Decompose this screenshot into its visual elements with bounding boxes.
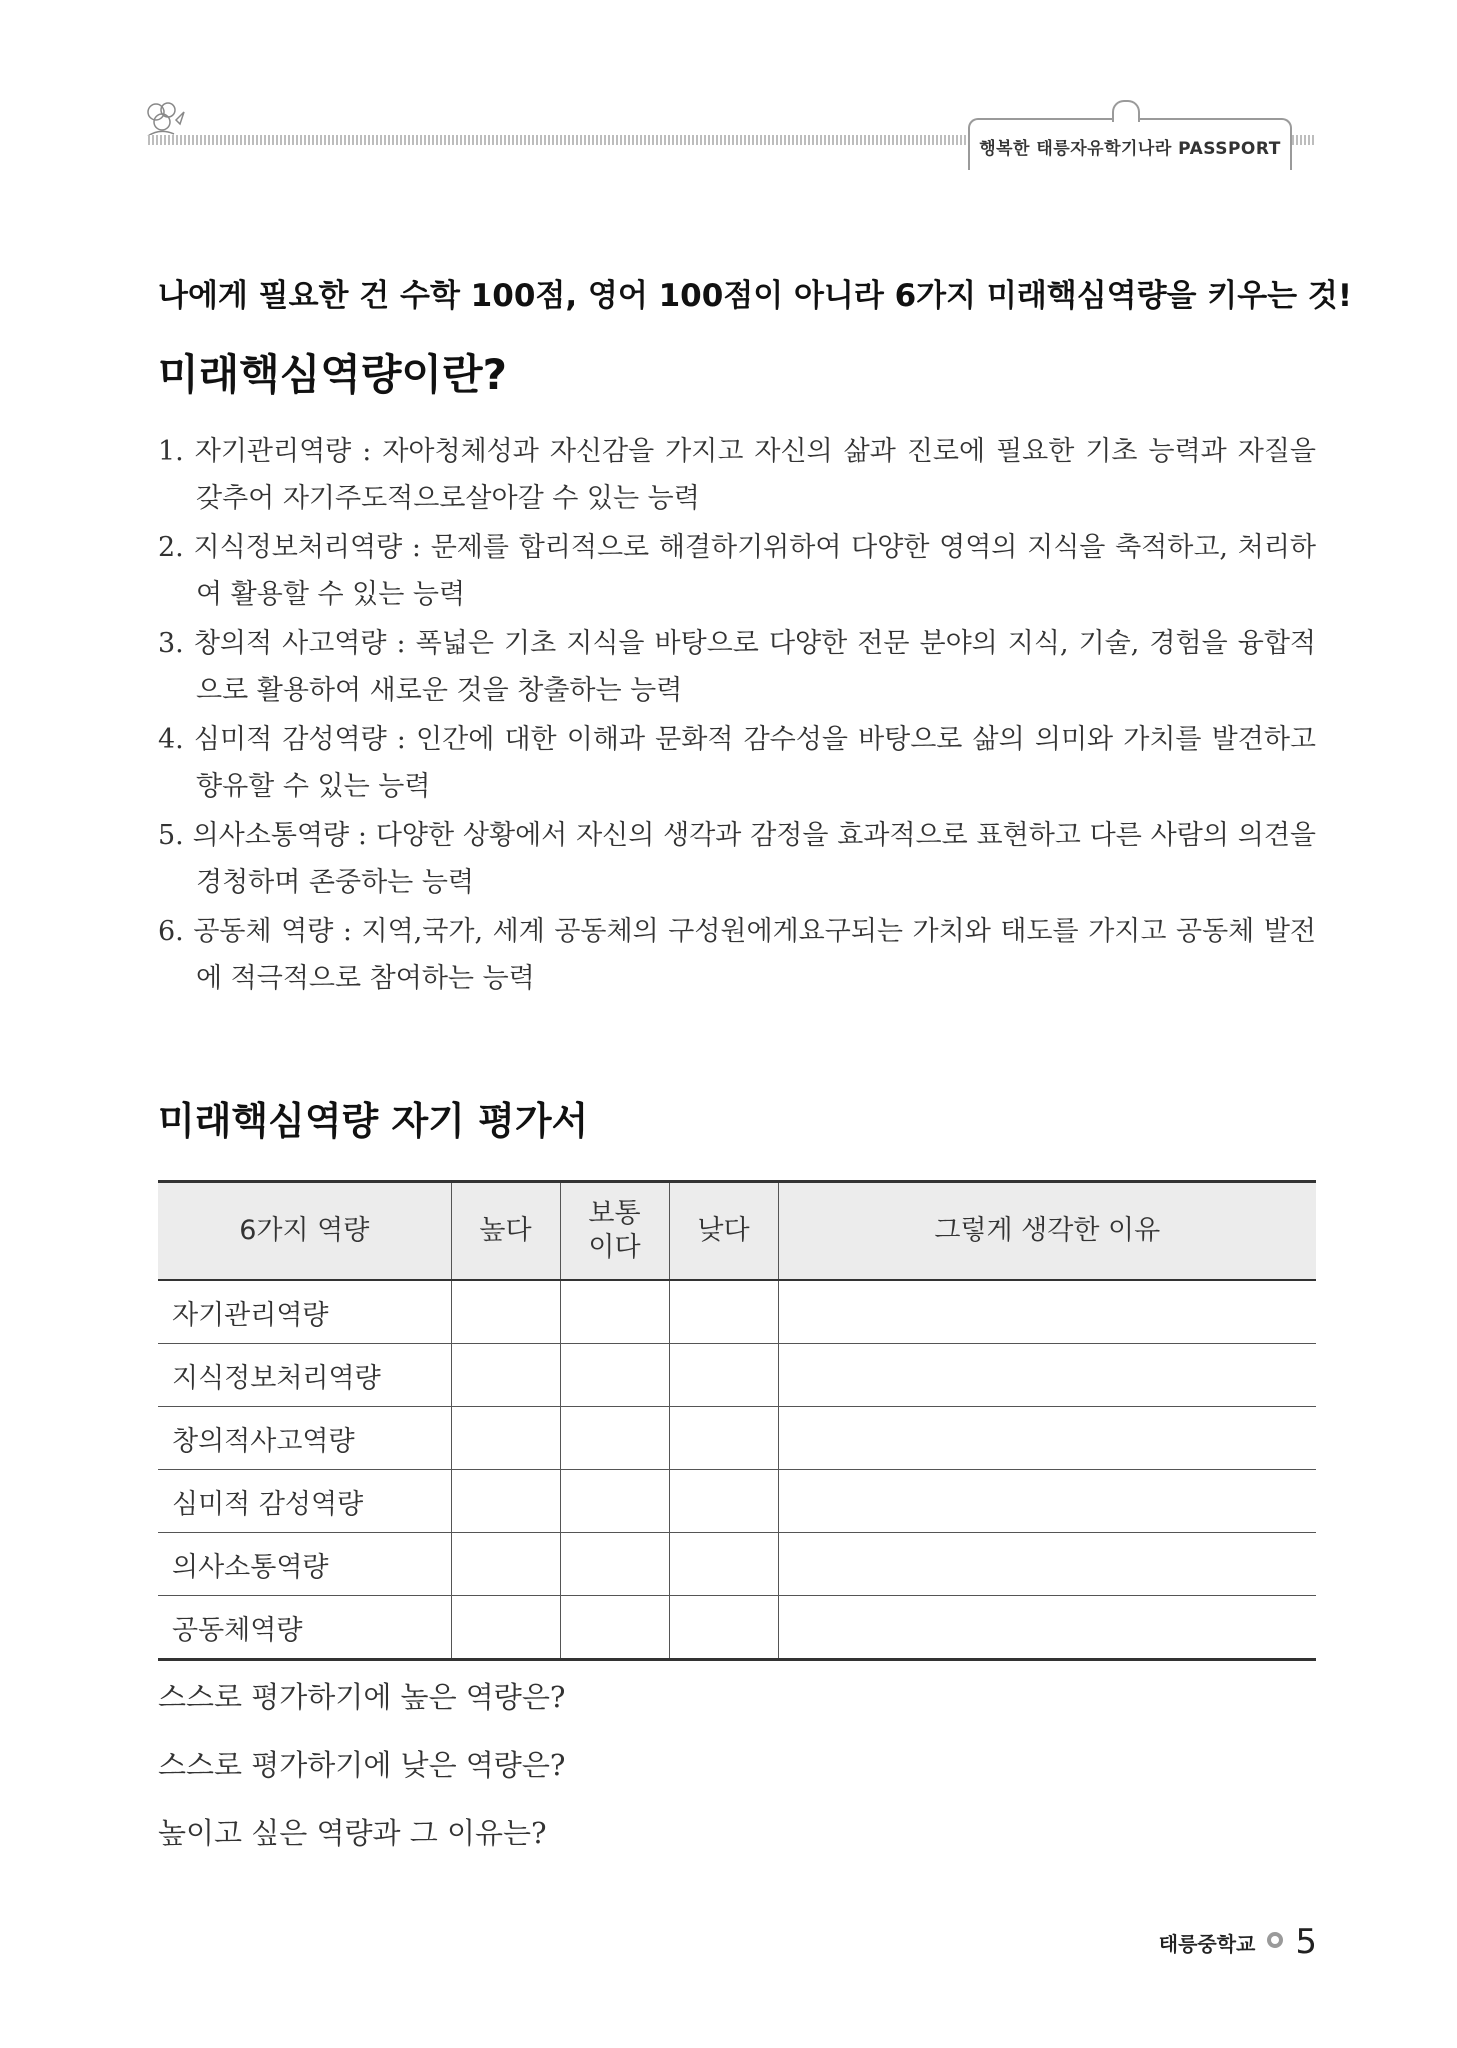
passport-title: 행복한 태릉자유학기나라 PASSPORT bbox=[979, 139, 1281, 159]
rating-high-cell[interactable] bbox=[451, 1596, 560, 1660]
question-low-competency: 스스로 평가하기에 낮은 역량은? bbox=[158, 1748, 566, 1782]
competency-definition-item: 3. 창의적 사고역량 : 폭넓은 기초 지식을 바탕으로 다양한 전문 분야의 지식, 기술, 경험을 융합적으로 활용하여 새로운 것을 창출하는 능력 bbox=[158, 628, 1316, 706]
column-header-reason: 그렇게 생각한 이유 bbox=[778, 1182, 1316, 1281]
rating-low-cell[interactable] bbox=[669, 1407, 778, 1470]
question-high-competency: 스스로 평가하기에 높은 역량은? bbox=[158, 1680, 566, 1714]
competency-definition-item: 6. 공동체 역량 : 지역,국가, 세계 공동체의 구성원에게요구되는 가치와 태도를 가지고 공동체 발전에 적극적으로 참여하는 능력 bbox=[158, 916, 1316, 994]
competency-definition-item: 1. 자기관리역량 : 자아청체성과 자신감을 가지고 자신의 삶과 진로에 필요한 기초 능력과 자질을 갖추어 자기주도적으로살아갈 수 있는 능력 bbox=[158, 436, 1316, 514]
motto-heading: 나에게 필요한 건 수학 100점, 영어 100점이 아니라 6가지 미래핵심역량을 키우는 것! bbox=[158, 278, 1352, 314]
competency-definition-list bbox=[158, 428, 1316, 1004]
rating-medium-cell[interactable] bbox=[560, 1280, 669, 1344]
competency-name-cell: 지식정보처리역량 bbox=[158, 1344, 451, 1407]
section-title-what-is: 미래핵심역량이란? bbox=[158, 350, 507, 399]
table-header-row bbox=[158, 1182, 1316, 1281]
reason-cell[interactable] bbox=[778, 1596, 1316, 1660]
competency-definition-item: 5. 의사소통역량 : 다양한 상황에서 자신의 생각과 감정을 효과적으로 표현하고 다른 사람의 의견을 경청하며 존중하는 능력 bbox=[158, 820, 1316, 898]
column-header-medium-label: 보통이다 bbox=[588, 1198, 641, 1263]
table-row bbox=[158, 1344, 1316, 1407]
competency-name-cell: 창의적사고역량 bbox=[158, 1407, 451, 1470]
footer-school-name: 태릉중학교 bbox=[1158, 1931, 1256, 1956]
competency-name-cell: 자기관리역량 bbox=[158, 1280, 451, 1344]
competency-definition-item: 2. 지식정보처리역량 : 문제를 합리적으로 해결하기위하여 다양한 영역의 지식을 축적하고, 처리하여 활용할 수 있는 능력 bbox=[158, 532, 1316, 610]
table-row bbox=[158, 1596, 1316, 1660]
section-title-self-evaluation: 미래핵심역량 자기 평가서 bbox=[158, 1099, 589, 1143]
column-header-high: 높다 bbox=[451, 1182, 560, 1281]
rating-low-cell[interactable] bbox=[669, 1280, 778, 1344]
reason-cell[interactable] bbox=[778, 1407, 1316, 1470]
page-number: 5 bbox=[1295, 1922, 1317, 1962]
rating-high-cell[interactable] bbox=[451, 1280, 560, 1344]
rating-low-cell[interactable] bbox=[669, 1596, 778, 1660]
column-header-medium bbox=[560, 1182, 669, 1281]
rating-medium-cell[interactable] bbox=[560, 1344, 669, 1407]
rating-medium-cell[interactable] bbox=[560, 1407, 669, 1470]
column-header-low: 낮다 bbox=[669, 1182, 778, 1281]
rating-low-cell[interactable] bbox=[669, 1470, 778, 1533]
rating-high-cell[interactable] bbox=[451, 1533, 560, 1596]
self-evaluation-table bbox=[158, 1180, 1316, 1661]
reason-cell[interactable] bbox=[778, 1344, 1316, 1407]
rating-medium-cell[interactable] bbox=[560, 1596, 669, 1660]
reason-cell[interactable] bbox=[778, 1470, 1316, 1533]
passport-header-tab bbox=[968, 118, 1292, 170]
footer-flower-icon bbox=[1265, 1930, 1285, 1954]
table-row bbox=[158, 1280, 1316, 1344]
page-footer bbox=[1159, 1922, 1317, 1962]
column-header-competency: 6가지 역량 bbox=[158, 1182, 451, 1281]
rating-medium-cell[interactable] bbox=[560, 1470, 669, 1533]
rating-high-cell[interactable] bbox=[451, 1407, 560, 1470]
rating-medium-cell[interactable] bbox=[560, 1533, 669, 1596]
table-row bbox=[158, 1407, 1316, 1470]
competency-name-cell: 심미적 감성역량 bbox=[158, 1470, 451, 1533]
rating-low-cell[interactable] bbox=[669, 1533, 778, 1596]
table-row bbox=[158, 1470, 1316, 1533]
reason-cell[interactable] bbox=[778, 1533, 1316, 1596]
question-improve-competency: 높이고 싶은 역량과 그 이유는? bbox=[158, 1816, 547, 1850]
header-tab-knob bbox=[1112, 100, 1140, 122]
table-row bbox=[158, 1533, 1316, 1596]
rating-low-cell[interactable] bbox=[669, 1344, 778, 1407]
competency-definition-item: 4. 심미적 감성역량 : 인간에 대한 이해과 문화적 감수성을 바탕으로 삶의 의미와 가치를 발견하고 향유할 수 있는 능력 bbox=[158, 724, 1316, 802]
competency-name-cell: 의사소통역량 bbox=[158, 1533, 451, 1596]
reflection-questions bbox=[158, 1675, 565, 1879]
rating-high-cell[interactable] bbox=[451, 1344, 560, 1407]
competency-name-cell: 공동체역량 bbox=[158, 1596, 451, 1660]
rating-high-cell[interactable] bbox=[451, 1470, 560, 1533]
reason-cell[interactable] bbox=[778, 1280, 1316, 1344]
